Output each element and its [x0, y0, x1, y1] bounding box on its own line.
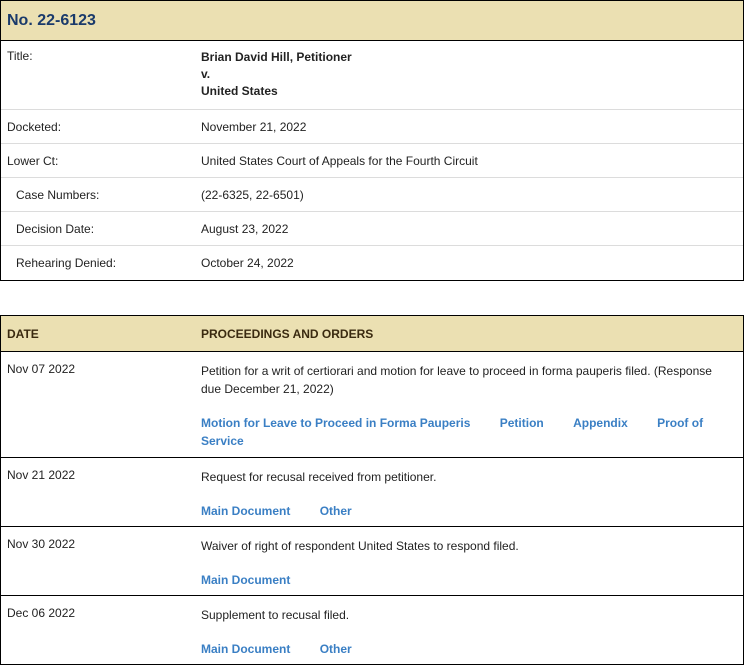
lower-court-row: [1, 144, 743, 178]
title-label: Title:: [7, 49, 33, 63]
docketed-row: [1, 110, 743, 144]
proceedings-panel: [0, 315, 744, 665]
decision-date-row: [1, 212, 743, 246]
proceeding-row: [1, 352, 743, 458]
proceeding-row: [1, 527, 743, 596]
petition-link[interactable]: Petition: [499, 416, 544, 430]
rehearing-label: Rehearing Denied:: [16, 256, 117, 270]
other-link[interactable]: Other: [319, 642, 352, 656]
respondent-name: United States: [201, 84, 278, 98]
proof-of-service-link[interactable]: Proof of Service: [201, 416, 704, 448]
proceeding-text: Supplement to recusal filed.: [201, 608, 350, 622]
lower-court-label: Lower Ct:: [7, 153, 59, 168]
proceeding-date: Nov 07 2022: [7, 362, 76, 376]
main-document-link[interactable]: Main Document: [201, 642, 291, 656]
lower-court-value: United States Court of Appeals for the Fourth Circuit: [201, 153, 478, 168]
section-gap: [0, 281, 744, 315]
document-links: [201, 414, 735, 450]
versus-text: v.: [201, 67, 211, 81]
case-number: No. 22-6123: [7, 11, 96, 29]
proceeding-text: Request for recusal received from petitioner.: [201, 470, 437, 484]
proceeding-row: [1, 596, 743, 664]
case-title: [201, 49, 743, 109]
other-link[interactable]: Other: [319, 504, 352, 518]
proceeding-date: Nov 21 2022: [7, 468, 76, 482]
document-links: [201, 640, 735, 658]
date-column-header: DATE: [7, 326, 39, 341]
docketed-value: November 21, 2022: [201, 119, 307, 134]
proceeding-text: Petition for a writ of certiorari and motion for leave to proceed in forma pauperis filed. (Response due December 21, 2022): [201, 364, 712, 396]
case-numbers-row: [1, 178, 743, 212]
docketed-label: Docketed:: [7, 119, 62, 134]
decision-date-value: August 23, 2022: [201, 221, 289, 236]
case-header: [1, 1, 743, 41]
petitioner-name: Brian David Hill, Petitioner: [201, 50, 352, 64]
proceeding-date: Dec 06 2022: [7, 606, 76, 620]
decision-date-label: Decision Date:: [16, 221, 95, 236]
rehearing-value: October 24, 2022: [201, 256, 294, 270]
orders-column-header: PROCEEDINGS AND ORDERS: [201, 326, 374, 341]
main-document-link[interactable]: Main Document: [201, 504, 291, 518]
appendix-link[interactable]: Appendix: [573, 416, 628, 430]
main-document-link[interactable]: Main Document: [201, 573, 291, 587]
proceeding-text: Waiver of right of respondent United States to respond filed.: [201, 539, 519, 553]
case-info-panel: [0, 0, 744, 281]
proceeding-date: Nov 30 2022: [7, 537, 76, 551]
rehearing-row: [1, 246, 743, 280]
title-row: [1, 41, 743, 110]
proceedings-header: [1, 316, 743, 352]
proceeding-row: [1, 458, 743, 527]
case-numbers-label: Case Numbers:: [16, 187, 100, 202]
document-links: [201, 571, 735, 589]
case-numbers-value: (22-6325, 22-6501): [201, 187, 304, 202]
document-links: [201, 502, 735, 520]
motion-ifp-link[interactable]: Motion for Leave to Proceed in Forma Pauperis: [201, 416, 471, 430]
